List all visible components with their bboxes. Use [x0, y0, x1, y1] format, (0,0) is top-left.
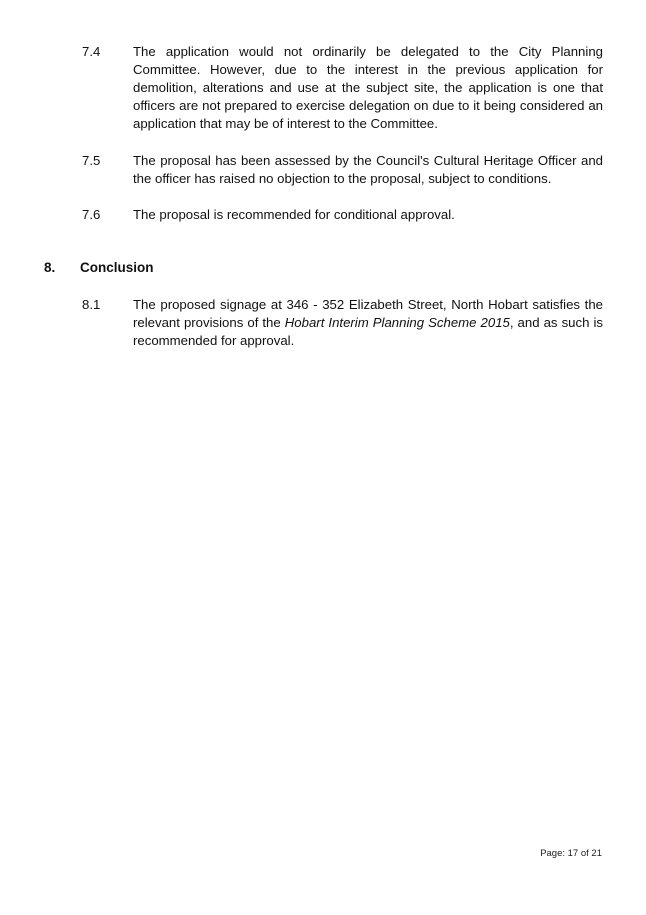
paragraph-text: The proposal has been assessed by the Council's Cultural Heritage Officer and the officer has raised no objection to the proposal, subject to conditions. — [133, 153, 603, 186]
paragraph-text: The application would not ordinarily be delegated to the City Planning Committee. However, due to the interest in the previous application for demolition, alterations and use at the subject site, the application is one that officers are not prepared to exercise delegation on due to it being considered an application that may be of interest to the Committee. — [133, 44, 603, 131]
section-title: Conclusion — [80, 260, 154, 275]
page-number-footer: Page: 17 of 21 — [540, 848, 602, 859]
paragraph-text-end: , and as such is recommended for approval. — [133, 315, 603, 348]
paragraph-text-start: The proposed signage at 346 - 352 Elizabeth Street, North Hobart satisfies the relevant provisions of the — [133, 297, 603, 330]
paragraph-text — [133, 296, 603, 350]
paragraph-number: 7.4 — [82, 44, 101, 59]
paragraph-text: The proposal is recommended for conditional approval. — [133, 207, 455, 222]
scheme-title-italic: Hobart Interim Planning Scheme 2015 — [284, 315, 510, 330]
paragraph-number: 7.6 — [82, 207, 101, 222]
paragraph-number: 7.5 — [82, 153, 101, 168]
paragraph-number: 8.1 — [82, 297, 101, 312]
section-number: 8. — [44, 260, 56, 275]
